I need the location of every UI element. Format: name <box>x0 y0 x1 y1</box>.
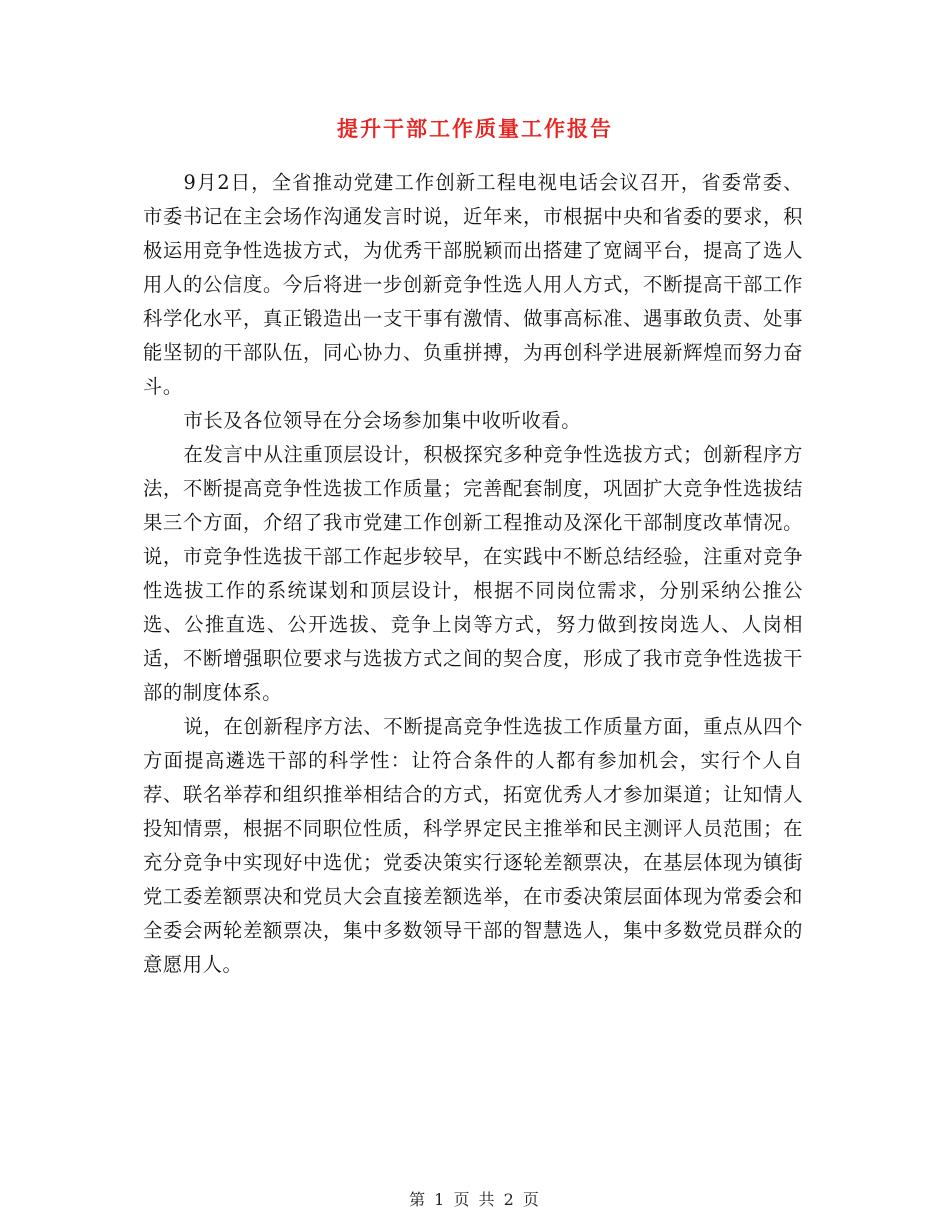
paragraph-2: 市长及各位领导在分会场参加集中收听收看。 <box>183 409 582 432</box>
document-title: 提升干部工作质量工作报告 <box>337 116 613 141</box>
paragraph-3: 在发言中从注重顶层设计，积极探究多种竞争性选拔方式；创新程序方法，不断提高竞争性选拔工作质量；完善配套制度，巩固扩大竞争性选拔结果三个方面，介绍了我市党建工作创新工程推动及深化干部制度改革情况。说，市竞争性选拔干部工作起步较早，在实践中不断总结经验，注重对竞争性选拔工作的系统谋划和顶层设计，根据不同岗位需求，分别采纳公推公选、公推直选、公开选拔、竞争上岗等方式，努力做到按岗选人、人岗相适，不断增强职位要求与选拔方式之间的契合度，形成了我市竞争性选拔干部的制度体系。 <box>143 443 803 704</box>
document-body <box>143 166 803 982</box>
page-number-footer: 第 1 页 共 2 页 <box>409 1190 541 1209</box>
paragraph-1: 9月2日，全省推动党建工作创新工程电视电话会议召开，省委常委、市委书记在主会场作沟通发言时说，近年来，市根据中央和省委的要求，积极运用竞争性选拔方式，为优秀干部脱颖而出搭建了宽阔平台，提高了选人用人的公信度。今后将进一步创新竞争性选人用人方式，不断提高干部工作科学化水平，真正锻造出一支干事有激情、做事高标准、遇事敢负责、处事能坚韧的干部队伍，同心协力、负重拼搏，为再创科学进展新辉煌而努力奋斗。 <box>143 171 803 398</box>
paragraph-4: 说，在创新程序方法、不断提高竞争性选拔工作质量方面，重点从四个方面提高遴选干部的科学性：让符合条件的人都有参加机会，实行个人自荐、联名举荐和组织推举相结合的方式，拓宽优秀人才参加渠道；让知情人投知情票，根据不同职位性质，科学界定民主推举和民主测评人员范围；在充分竞争中实现好中选优；党委决策实行逐轮差额票决，在基层体现为镇街党工委差额票决和党员大会直接差额选举，在市委决策层面体现为常委会和全委会两轮差额票决，集中多数领导干部的智慧选人，集中多数党员群众的意愿用人。 <box>143 715 803 976</box>
